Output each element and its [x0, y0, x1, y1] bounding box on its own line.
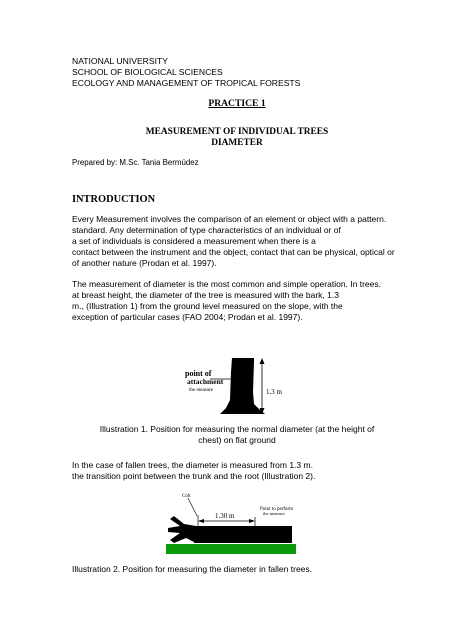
practice-title: PRACTICE 1	[208, 98, 266, 109]
fallen-trunk	[194, 526, 292, 543]
label-attachment: attachment	[187, 377, 224, 386]
label-point-of: point of	[185, 369, 212, 378]
paragraph-3	[72, 460, 315, 482]
author-line: Prepared by: M.Sc. Tania Bermúdez	[72, 158, 199, 167]
paragraph-line: m., (Illustration 1) from the ground level measured on the slope, with the	[72, 300, 343, 311]
paragraph-line: of another nature (Prodan et al. 1997).	[72, 257, 217, 268]
title-line-1: MEASUREMENT OF INDIVIDUAL TREES	[145, 127, 329, 137]
label-neck: Colt	[182, 494, 191, 499]
paragraph-2	[72, 279, 381, 323]
paragraph-line: In the case of fallen trees, the diameter is measured from 1.3 m.	[72, 460, 313, 470]
illustration-1-standing-tree	[170, 352, 330, 418]
section-heading-introduction: INTRODUCTION	[72, 194, 156, 205]
institution-header	[72, 56, 300, 89]
caption-1-line-1: Illustration 1. Position for measuring the normal diameter (at the height of	[99, 424, 375, 434]
length-arrow-right	[249, 519, 255, 523]
label-1-3-m: 1.3 m	[266, 388, 282, 396]
paragraph-line: a set of individuals is considered a measurement when there is a	[72, 235, 316, 246]
neck-pointer	[188, 498, 197, 516]
header-program: ECOLOGY AND MANAGEMENT OF TROPICAL FORESTS	[72, 78, 301, 88]
label-1-30-m: 1.30 m	[215, 512, 235, 520]
caption-illustration-1	[0, 424, 474, 446]
paragraph-line: Every Measurement involves the comparison of an element or object with a pattern.	[72, 214, 387, 224]
caption-illustration-2: Illustration 2. Position for measuring the diameter in fallen trees.	[72, 564, 313, 574]
paragraph-line: the transition point between the trunk and the root (Illustration 2).	[72, 470, 316, 481]
label-the-measure-2: the measure	[263, 511, 285, 516]
label-the-measure: the measure	[189, 388, 214, 393]
height-arrow-top	[260, 358, 265, 364]
illustration-2-fallen-tree	[160, 488, 310, 558]
label-point-to-perform: Point to perform	[260, 507, 294, 512]
paragraph-line: contact between the instrument and the object, contact that can be physical, optical or	[72, 246, 395, 257]
paragraph-line: exception of particular cases (FAO 2004; Prodan et al. 1997).	[72, 311, 303, 322]
paragraph-line: at breast height, the diameter of the tree is measured with the bark, 1.3	[72, 289, 339, 300]
root-mass	[168, 516, 196, 543]
paragraph-1	[72, 214, 395, 269]
title-line-2: DIAMETER	[211, 138, 263, 148]
standing-trunk	[220, 358, 265, 414]
paragraph-line: The measurement of diameter is the most common and simple operation. In trees.	[72, 279, 381, 289]
paragraph-line: standard. Any determination of type characteristics of an individual or of	[72, 224, 341, 235]
header-university: NATIONAL UNIVERSITY	[72, 56, 168, 66]
header-school: SCHOOL OF BIOLOGICAL SCIENCES	[72, 67, 223, 77]
ground-bar	[166, 544, 296, 554]
length-arrow-left	[198, 519, 204, 523]
document-title	[0, 127, 474, 149]
caption-1-line-2: chest) on flat ground	[198, 435, 276, 445]
